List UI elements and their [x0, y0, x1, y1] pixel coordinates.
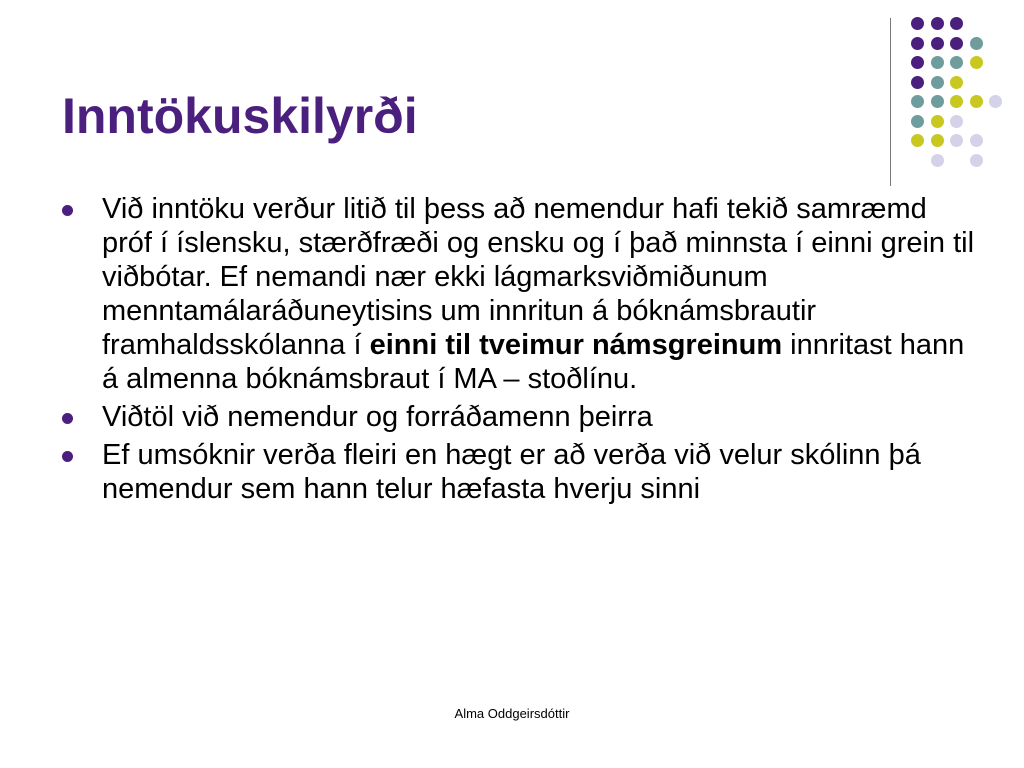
- decorative-dot: [931, 76, 944, 89]
- bullet-dot-icon: [62, 451, 73, 462]
- decorative-dot: [911, 134, 924, 147]
- decorative-dot: [970, 154, 983, 167]
- decorative-dot: [911, 17, 924, 30]
- decorative-dot: [911, 37, 924, 50]
- decorative-dot: [970, 134, 983, 147]
- decorative-dot: [911, 95, 924, 108]
- bullet-item: [62, 438, 982, 506]
- bullet-text: Við inntöku verður litið til þess að nemendur hafi tekið samræmd próf í íslensku, stærðfræði og ensku og í það minnsta í einni grein til viðbótar. Ef nemandi nær ekki lágmarksviðmiðunum menntamálaráðuneytisins um innritun á bóknámsbrautir framhaldsskólanna í: [102, 193, 975, 361]
- decorative-dot: [931, 115, 944, 128]
- decorative-dot: [911, 115, 924, 128]
- bullet-text: innritast hann á almenna bóknámsbraut í MA – stoðlínu.: [102, 329, 965, 395]
- decorative-dot: [950, 134, 963, 147]
- slide-title: Inntökuskilyrði: [62, 88, 418, 144]
- decorative-dot: [931, 134, 944, 147]
- bullet-dot-icon: [62, 413, 73, 424]
- decorative-dot: [931, 37, 944, 50]
- decorative-dot: [950, 56, 963, 69]
- decorative-dot: [911, 56, 924, 69]
- decorative-dot: [931, 56, 944, 69]
- bullet-text-bold: einni til tveimur námsgreinum: [369, 329, 783, 361]
- decorative-dot: [950, 95, 963, 108]
- decorative-dot: [950, 115, 963, 128]
- decorative-dot: [931, 154, 944, 167]
- decorative-dot: [950, 37, 963, 50]
- decorative-dot: [989, 95, 1002, 108]
- bullet-item: [62, 192, 982, 396]
- bullet-dot-icon: [62, 205, 73, 216]
- decorative-dot: [970, 37, 983, 50]
- bullet-item: [62, 400, 982, 434]
- title-divider-line: [890, 18, 891, 186]
- decorative-dot: [911, 76, 924, 89]
- decorative-dot: [950, 17, 963, 30]
- decorative-dot: [970, 95, 983, 108]
- decorative-dot: [950, 76, 963, 89]
- decorative-dot: [970, 56, 983, 69]
- decorative-dot: [931, 95, 944, 108]
- bullet-text: Ef umsóknir verða fleiri en hægt er að verða við velur skólinn þá nemendur sem hann telur hæfasta hverju sinni: [102, 439, 921, 505]
- footer-author: Alma Oddgeirsdóttir: [454, 706, 570, 721]
- decorative-dot: [931, 17, 944, 30]
- bullet-text: Viðtöl við nemendur og forráðamenn þeirra: [102, 401, 653, 433]
- bullet-list: [62, 192, 982, 510]
